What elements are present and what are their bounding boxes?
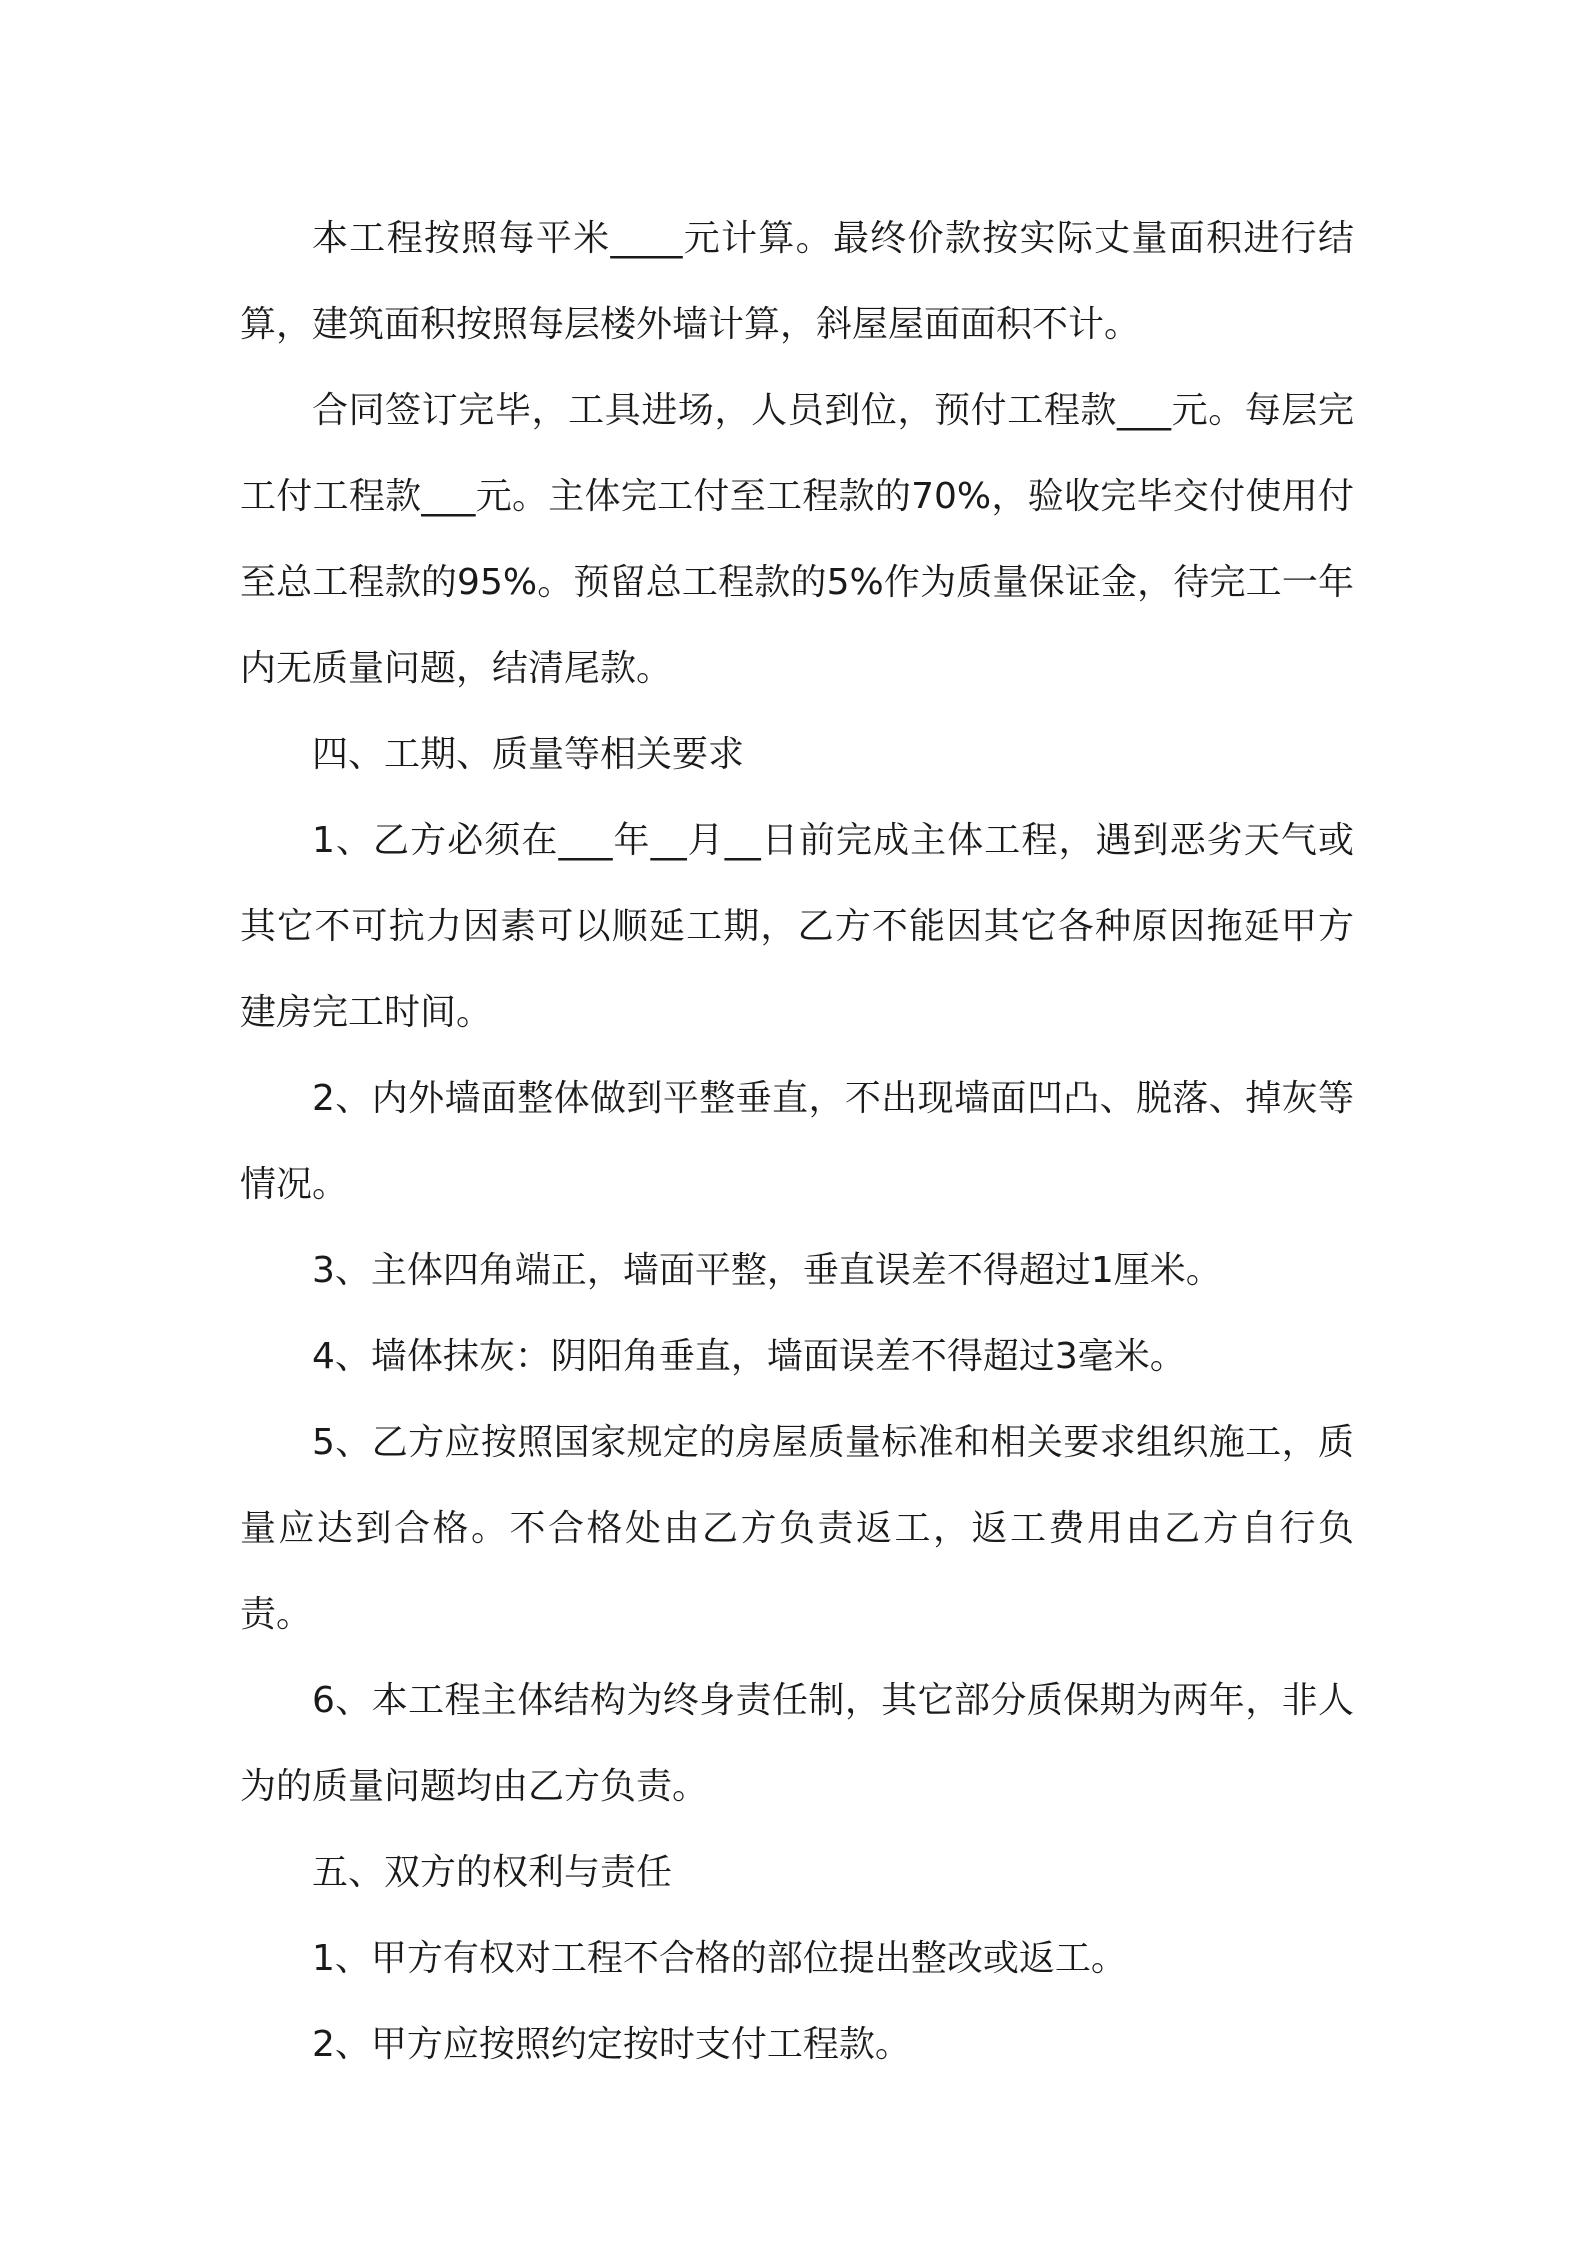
clause-5-2: 2、甲方应按照约定按时支付工程款。	[312, 2024, 911, 2065]
document-body	[240, 196, 1354, 2088]
clause-4-6: 6、本工程主体结构为终身责任制，其它部分质保期为两年，非人为的质量问题均由乙方负责。	[240, 1680, 1354, 1807]
paragraph-pricing: 本工程按照每平米____元计算。最终价款按实际丈量面积进行结算，建筑面积按照每层楼外墙计算，斜屋屋面面积不计。	[240, 218, 1354, 345]
clause-4-1: 1、乙方必须在___年__月__日前完成主体工程，遇到恶劣天气或其它不可抗力因素可以顺延工期，乙方不能因其它各种原因拖延甲方建房完工时间。	[240, 820, 1354, 1033]
clause-4-5: 5、乙方应按照国家规定的房屋质量标准和相关要求组织施工，质量应达到合格。不合格处由乙方负责返工，返工费用由乙方自行负责。	[240, 1422, 1354, 1635]
section-heading-5: 五、双方的权利与责任	[312, 1852, 673, 1893]
clause-4-3: 3、主体四角端正，墙面平整，垂直误差不得超过1厘米。	[312, 1250, 1222, 1291]
paragraph-payment: 合同签订完毕，工具进场，人员到位，预付工程款___元。每层完工付工程款___元。主体完工付至工程款的70%，验收完毕交付使用付至总工程款的95%。预留总工程款的5%作为质量保证金，待完工一年内无质量问题，结清尾款。	[240, 390, 1354, 689]
section-heading-4: 四、工期、质量等相关要求	[312, 734, 745, 775]
clause-5-1: 1、甲方有权对工程不合格的部位提出整改或返工。	[312, 1938, 1127, 1979]
clause-4-2: 2、内外墙面整体做到平整垂直，不出现墙面凹凸、脱落、掉灰等情况。	[240, 1078, 1354, 1205]
clause-4-4: 4、墙体抹灰：阴阳角垂直，墙面误差不得超过3毫米。	[312, 1336, 1186, 1377]
